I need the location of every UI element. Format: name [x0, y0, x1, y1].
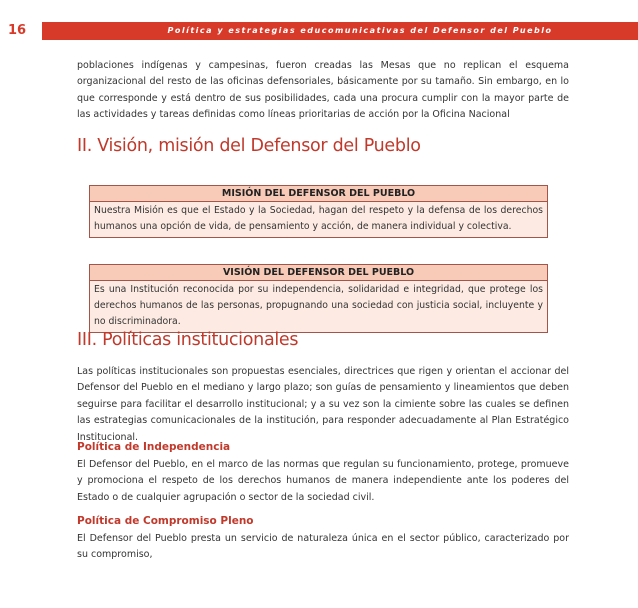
- vision-box: [89, 264, 548, 333]
- mission-box-title: MISIÓN DEL DEFENSOR DEL PUEBLO: [90, 186, 547, 202]
- mission-box: [89, 185, 548, 238]
- section-title-vision-mission: II. Visión, misión del Defensor del Pueblo: [77, 136, 421, 156]
- page-number: 16: [0, 22, 42, 40]
- intro-paragraph: poblaciones indígenas y campesinas, fueron creadas las Mesas que no replican el esquema organizacional del resto de las oficinas defensoriales, básicamente por su tamaño. Sin embargo, en lo que corresponde y está dentro de sus posibilidades, cada una procura cumplir con la mayor parte de las actividades y tareas definidas como líneas prioritarias de acción por la Oficina Nacional: [77, 60, 569, 121]
- vision-box-body: Es una Institución reconocida por su independencia, solidaridad e integridad, que protege los derechos humanos de las personas, propugnando una sociedad con justicia social, incluyente y no discriminadora.: [94, 284, 543, 327]
- policy-commitment-body: El Defensor del Pueblo presta un servicio de naturaleza única en el sector público, caracterizado por su compromiso,: [77, 533, 569, 561]
- running-title: Política y estrategias educomunicativas del Defensor del Pueblo: [167, 26, 553, 35]
- policy-commitment-heading: Política de Compromiso Pleno: [77, 515, 254, 527]
- policies-paragraph: Las políticas institucionales son propuestas esenciales, directrices que rigen y orientan el accionar del Defensor del Pueblo en el mediano y largo plazo; son guías de pensamiento y lineamientos que deben seguirse para facilitar el desarrollo institucional; y a su vez son la cimiente sobre las cuales se definen las estrategias comunicacionales de la institución, para responder adecuadamente al Plan Estratégico Institucional.: [77, 366, 569, 443]
- policy-independence-heading: Política de Independencia: [77, 441, 231, 453]
- vision-box-title: VISIÓN DEL DEFENSOR DEL PUEBLO: [90, 265, 547, 281]
- section-title-policies: III. Políticas institucionales: [77, 330, 299, 350]
- mission-box-body: Nuestra Misión es que el Estado y la Sociedad, hagan del respeto y la defensa de los derechos humanos una opción de vida, de pensamiento y acción, de manera individual y colectiva.: [94, 205, 543, 232]
- policy-independence-body: El Defensor del Pueblo, en el marco de las normas que regulan su funcionamiento, protege, promueve y promociona el respeto de los derechos humanos de manera independiente ante los poderes del Estado o de cualquier agrupación o sector de la sociedad civil.: [77, 459, 569, 503]
